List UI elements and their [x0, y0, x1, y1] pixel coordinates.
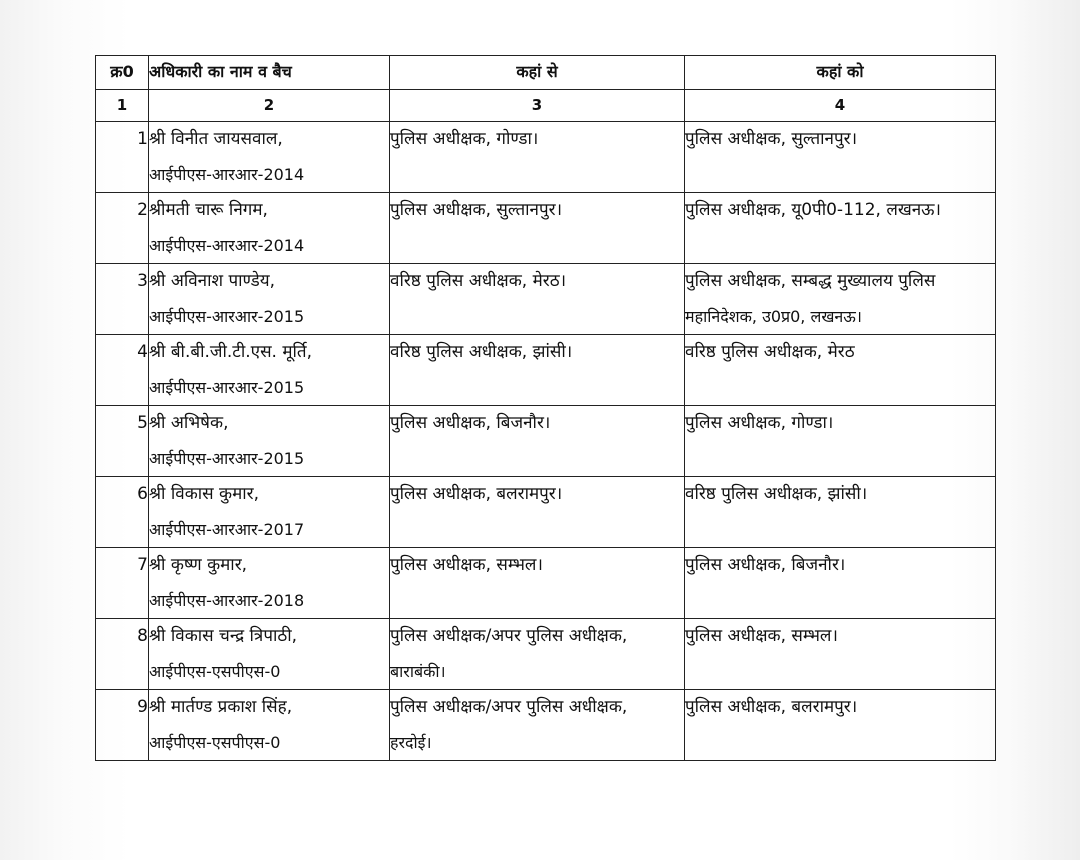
from-posting-line: पुलिस अधीक्षक, बलरामपुर।: [390, 484, 563, 504]
transfer-table: [95, 55, 996, 761]
header-to: कहां को: [685, 56, 996, 90]
officer-batch: आईपीएस-आरआर-2018: [149, 591, 305, 610]
from-posting-cell: [390, 406, 685, 477]
officer-cell: [149, 548, 390, 619]
header-officer-name: अधिकारी का नाम व बैच: [149, 56, 390, 90]
from-posting-cell: [390, 122, 685, 193]
serial-number-cell: 1: [96, 122, 149, 193]
officer-batch: आईपीएस-एसपीएस-0: [149, 662, 281, 681]
header-serial-number: क्र0: [96, 56, 149, 90]
serial-number-cell: 4: [96, 335, 149, 406]
table-row: [96, 193, 996, 264]
officer-batch: आईपीएस-आरआर-2015: [149, 449, 305, 468]
to-posting-cell: [685, 193, 996, 264]
table-row: [96, 122, 996, 193]
to-posting-line: महानिदेशक, उ0प्र0, लखनऊ।: [685, 307, 862, 326]
officer-name: श्री कृष्ण कुमार,: [149, 555, 248, 575]
to-posting-line: पुलिस अधीक्षक, सुल्तानपुर।: [685, 129, 858, 149]
officer-cell: [149, 335, 390, 406]
table-row: [96, 619, 996, 690]
officer-name: श्री विकास कुमार,: [149, 484, 260, 504]
officer-name: श्री विनीत जायसवाल,: [149, 129, 283, 149]
to-posting-cell: [685, 548, 996, 619]
from-posting-cell: [390, 548, 685, 619]
officer-batch: आईपीएस-आरआर-2014: [149, 165, 305, 184]
column-number-row: [96, 90, 996, 122]
to-posting-line: पुलिस अधीक्षक, बलरामपुर।: [685, 697, 858, 717]
officer-batch: आईपीएस-एसपीएस-0: [149, 733, 281, 752]
officer-cell: [149, 122, 390, 193]
officer-name: श्रीमती चारू निगम,: [149, 200, 268, 220]
to-posting-cell: [685, 122, 996, 193]
to-posting-cell: [685, 477, 996, 548]
to-posting-line: वरिष्ठ पुलिस अधीक्षक, मेरठ: [685, 342, 855, 362]
to-posting-cell: [685, 690, 996, 761]
column-number: 1: [96, 90, 149, 122]
table-row: [96, 264, 996, 335]
from-posting-line: पुलिस अधीक्षक, गोण्डा।: [390, 129, 539, 149]
officer-cell: [149, 477, 390, 548]
to-posting-cell: [685, 335, 996, 406]
column-number: 4: [685, 90, 996, 122]
to-posting-line: वरिष्ठ पुलिस अधीक्षक, झांसी।: [685, 484, 868, 504]
from-posting-cell: [390, 477, 685, 548]
from-posting-cell: [390, 193, 685, 264]
serial-number-cell: 2: [96, 193, 149, 264]
from-posting-cell: [390, 619, 685, 690]
to-posting-cell: [685, 406, 996, 477]
table-row: [96, 335, 996, 406]
officer-cell: [149, 619, 390, 690]
officer-batch: आईपीएस-आरआर-2015: [149, 307, 305, 326]
from-posting-cell: [390, 335, 685, 406]
officer-name: श्री बी.बी.जी.टी.एस. मूर्ति,: [149, 342, 313, 362]
officer-cell: [149, 690, 390, 761]
officer-name: श्री विकास चन्द्र त्रिपाठी,: [149, 626, 298, 646]
serial-number-cell: 7: [96, 548, 149, 619]
serial-number-cell: 6: [96, 477, 149, 548]
from-posting-line: पुलिस अधीक्षक, सुल्तानपुर।: [390, 200, 563, 220]
serial-number-cell: 9: [96, 690, 149, 761]
to-posting-line: पुलिस अधीक्षक, बिजनौर।: [685, 555, 846, 575]
from-posting-line: पुलिस अधीक्षक/अपर पुलिस अधीक्षक,: [390, 626, 628, 646]
table-row: [96, 477, 996, 548]
from-posting-line: पुलिस अधीक्षक, बिजनौर।: [390, 413, 551, 433]
column-number: 2: [149, 90, 390, 122]
from-posting-line: पुलिस अधीक्षक/अपर पुलिस अधीक्षक,: [390, 697, 628, 717]
header-from: कहां से: [390, 56, 685, 90]
table-row: [96, 406, 996, 477]
to-posting-line: पुलिस अधीक्षक, गोण्डा।: [685, 413, 834, 433]
to-posting-cell: [685, 619, 996, 690]
officer-batch: आईपीएस-आरआर-2017: [149, 520, 305, 539]
from-posting-line: वरिष्ठ पुलिस अधीक्षक, मेरठ।: [390, 271, 567, 291]
from-posting-line: वरिष्ठ पुलिस अधीक्षक, झांसी।: [390, 342, 573, 362]
officer-cell: [149, 264, 390, 335]
table-row: [96, 690, 996, 761]
to-posting-line: पुलिस अधीक्षक, सम्भल।: [685, 626, 838, 646]
officer-name: श्री मार्तण्ड प्रकाश सिंह,: [149, 697, 293, 717]
from-posting-line: बाराबंकी।: [390, 662, 446, 681]
serial-number-cell: 3: [96, 264, 149, 335]
from-posting-cell: [390, 690, 685, 761]
from-posting-cell: [390, 264, 685, 335]
table-header-row: [96, 56, 996, 90]
officer-cell: [149, 193, 390, 264]
officer-name: श्री अविनाश पाण्डेय,: [149, 271, 275, 291]
officer-name: श्री अभिषेक,: [149, 413, 229, 433]
serial-number-cell: 5: [96, 406, 149, 477]
officer-cell: [149, 406, 390, 477]
officer-batch: आईपीएस-आरआर-2015: [149, 378, 305, 397]
from-posting-line: हरदोई।: [390, 733, 432, 752]
column-number: 3: [390, 90, 685, 122]
serial-number-cell: 8: [96, 619, 149, 690]
to-posting-line: पुलिस अधीक्षक, सम्बद्ध मुख्यालय पुलिस: [685, 271, 936, 291]
table-body: [96, 122, 996, 761]
from-posting-line: पुलिस अधीक्षक, सम्भल।: [390, 555, 543, 575]
to-posting-line: पुलिस अधीक्षक, यू0पी0-112, लखनऊ।: [685, 200, 941, 220]
officer-batch: आईपीएस-आरआर-2014: [149, 236, 305, 255]
table-row: [96, 548, 996, 619]
to-posting-cell: [685, 264, 996, 335]
